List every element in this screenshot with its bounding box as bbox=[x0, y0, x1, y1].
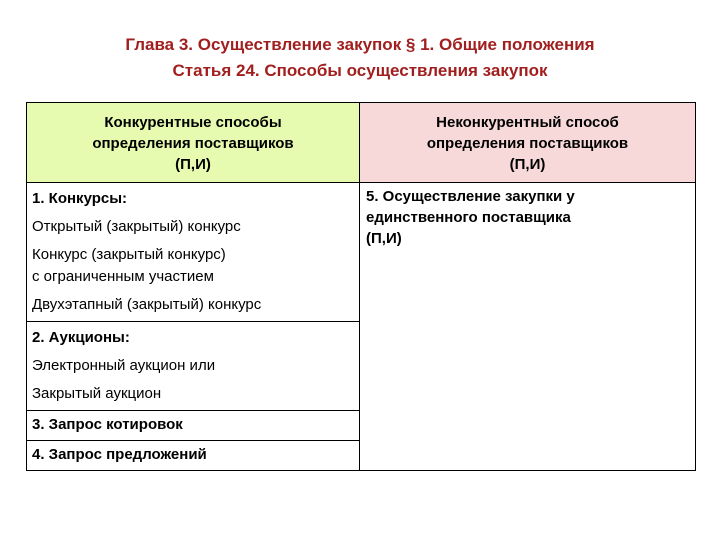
competition-item bbox=[32, 244, 353, 288]
title-chapter: Глава 3. Осуществление закупок § 1. Общие положения bbox=[125, 35, 595, 54]
auctions-cell bbox=[27, 322, 360, 411]
header-noncompetitive-line: (П,И) bbox=[509, 156, 546, 173]
header-competitive-line: определения поставщиков bbox=[92, 135, 294, 152]
proposals-cell: 4. Запрос предложений bbox=[27, 441, 360, 471]
noncompetitive-line: (П,И) bbox=[366, 230, 402, 247]
header-competitive-line: Конкурентные способы bbox=[104, 114, 282, 131]
header-noncompetitive-line: определения поставщиков bbox=[426, 135, 629, 152]
auction-item: Закрытый аукцион bbox=[32, 385, 162, 402]
competitions-heading: 1. Конкурсы: bbox=[32, 190, 128, 207]
competitions-cell bbox=[27, 183, 360, 322]
competition-item-line: с ограниченным участием bbox=[32, 268, 214, 285]
header-competitive-line: (П,И) bbox=[175, 156, 211, 173]
header-noncompetitive-line: Неконкурентный способ bbox=[436, 114, 619, 131]
header-competitive bbox=[27, 103, 360, 183]
quotations-cell: 3. Запрос котировок bbox=[27, 411, 360, 441]
noncompetitive-cell bbox=[360, 183, 696, 471]
competition-item: Двухэтапный (закрытый) конкурс bbox=[32, 296, 262, 313]
slide-title bbox=[0, 32, 720, 84]
title-article: Статья 24. Способы осуществления закупок bbox=[172, 61, 548, 80]
noncompetitive-line: 5. Осуществление закупки у bbox=[366, 188, 575, 205]
competition-item-line: Конкурс (закрытый конкурс) bbox=[32, 246, 226, 263]
procurement-methods-table bbox=[26, 102, 696, 471]
table-row bbox=[27, 183, 696, 322]
table-header-row bbox=[27, 103, 696, 183]
auctions-heading: 2. Аукционы: bbox=[32, 329, 130, 346]
noncompetitive-line: единственного поставщика bbox=[366, 209, 571, 226]
auction-item: Электронный аукцион или bbox=[32, 357, 216, 374]
header-noncompetitive bbox=[360, 103, 696, 183]
competition-item: Открытый (закрытый) конкурс bbox=[32, 218, 241, 235]
